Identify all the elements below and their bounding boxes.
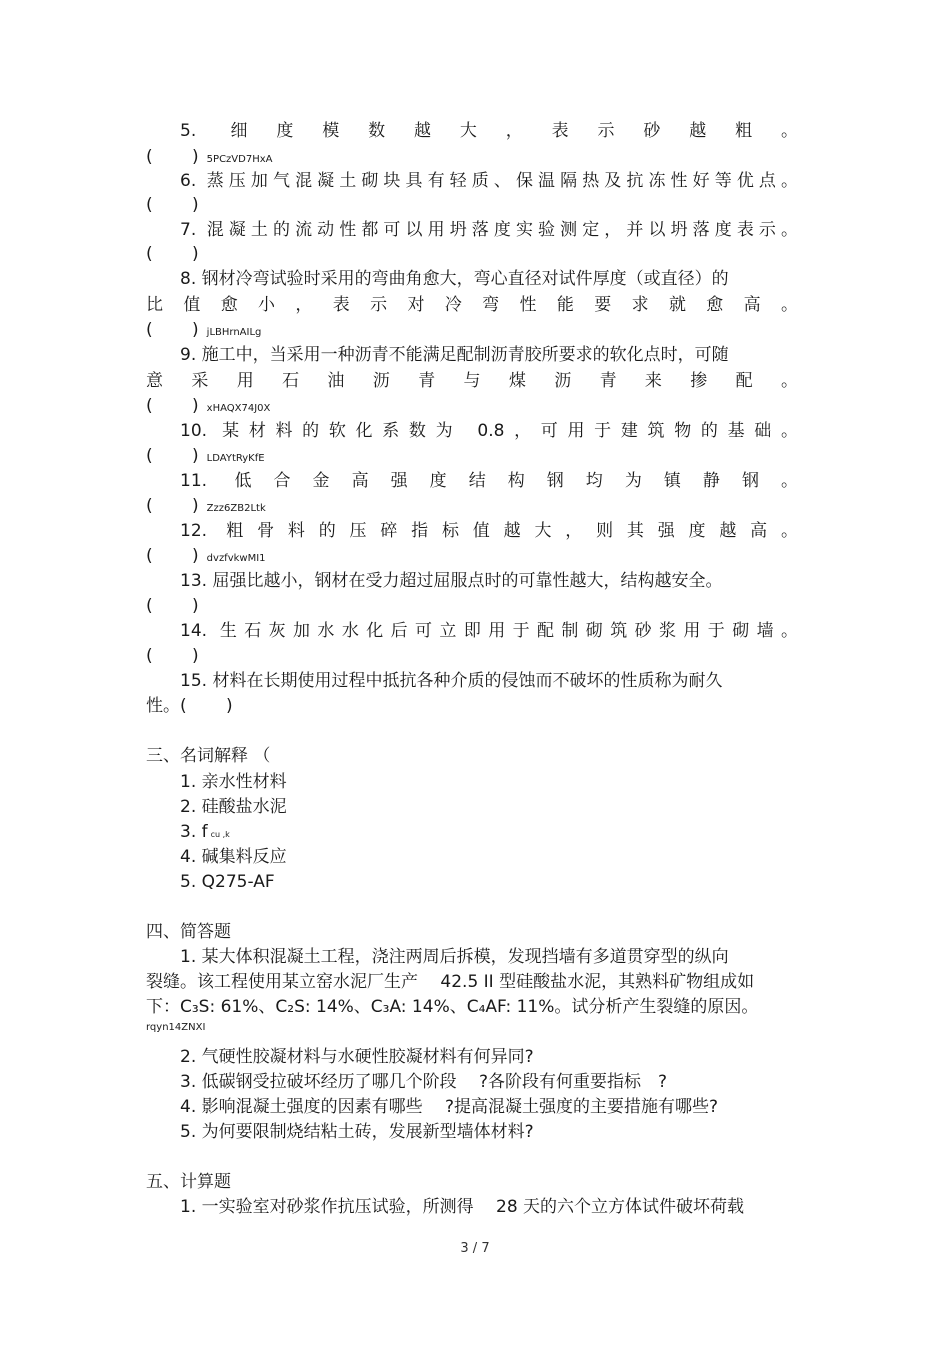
short-answer-1-line3: 下：C₃S: 61%、C₂S: 14%、C₃A: 14%、C₄AF: 11%。试分析产生裂缝的原因。 <box>146 997 759 1017</box>
question-15-line2: 性。( ) <box>146 696 233 716</box>
question-13: 13. 屈强比越小，钢材在受力超过屈服点时的可靠性越大，结构越安全。 <box>180 571 723 591</box>
term-3: 3. f cu ,k <box>180 822 230 842</box>
section-3-title: 三、名词解释 （ <box>146 746 271 766</box>
question-11: 11. 低合金高强度结构钢均为镇静钢。 <box>180 471 798 491</box>
answer-blank-6: ( ) <box>146 195 199 215</box>
question-12: 12. 粗骨料的压碎指标值越大，则其强度越高。 <box>180 521 798 541</box>
answer-blank-5: ( ) 5PCzVD7HxA <box>146 147 273 167</box>
page-number: 3 / 7 <box>460 1241 490 1256</box>
answer-blank-7: ( ) <box>146 244 199 264</box>
answer-blank-11: ( ) Zzz6ZB2Ltk <box>146 496 266 516</box>
answer-blank-8: ( ) jLBHrnAILg <box>146 320 262 340</box>
term-2: 2. 硅酸盐水泥 <box>180 797 287 817</box>
question-15-line1: 15. 材料在长期使用过程中抵抗各种介质的侵蚀而不破坏的性质称为耐久 <box>180 671 723 691</box>
answer-blank-12: ( ) dvzfvkwMI1 <box>146 546 266 566</box>
doc-code: rqyn14ZNXI <box>146 1022 206 1033</box>
term-1: 1. 亲水性材料 <box>180 772 287 792</box>
doc-code: 5PCzVD7HxA <box>206 154 273 165</box>
answer-blank-14: ( ) <box>146 646 199 666</box>
doc-code: xHAQX74J0X <box>206 403 271 414</box>
short-answer-3: 3. 低碳钢受拉破坏经历了哪几个阶段 ?各阶段有何重要指标 ? <box>180 1072 668 1092</box>
question-7: 7. 混凝土的流动性都可以用坍落度实验测定，并以坍落度表示。 <box>180 220 798 240</box>
calc-question-1: 1. 一实验室对砂浆作抗压试验，所测得 28 天的六个立方体试件破坏荷载 <box>180 1197 745 1217</box>
doc-code: LDAYtRyKfE <box>206 453 265 464</box>
term-5: 5. Q275-AF <box>180 872 275 892</box>
section-4-title: 四、简答题 <box>146 922 231 942</box>
question-14: 14. 生石灰加水水化后可立即用于配制砌筑砂浆用于砌墙。 <box>180 621 798 641</box>
doc-code: jLBHrnAILg <box>206 327 262 338</box>
question-6: 6. 蒸压加气混凝土砌块具有轻质、保温隔热及抗冻性好等优点。 <box>180 171 798 191</box>
question-10: 10. 某材料的软化系数为 0.8，可用于建筑物的基础。 <box>180 421 798 441</box>
answer-blank-13: ( ) <box>146 596 199 616</box>
short-answer-1-line2: 裂缝。该工程使用某立窑水泥厂生产 42.5 II 型硅酸盐水泥，其熟料矿物组成如 <box>146 972 755 992</box>
term-4: 4. 碱集料反应 <box>180 847 287 867</box>
doc-code: Zzz6ZB2Ltk <box>206 503 266 514</box>
section-5-title: 五、计算题 <box>146 1172 231 1192</box>
answer-blank-9: ( ) xHAQX74J0X <box>146 396 271 416</box>
doc-code: dvzfvkwMI1 <box>206 553 266 564</box>
short-answer-5: 5. 为何要限制烧结粘土砖，发展新型墙体材料? <box>180 1122 534 1142</box>
question-8-line1: 8. 钢材冷弯试验时采用的弯曲角愈大，弯心直径对试件厚度（或直径）的 <box>180 269 729 289</box>
question-8-line2: 比值愈小，表示对冷弯性能要求就愈高。 <box>146 295 798 315</box>
term-3-subscript: cu ,k <box>210 830 230 839</box>
question-9-line2: 意采用石油沥青与煤沥青来掺配。 <box>146 371 798 391</box>
question-5: 5. 细度模数越大，表示砂越粗。 <box>180 121 798 141</box>
question-9-line1: 9. 施工中，当采用一种沥青不能满足配制沥青胶所要求的软化点时，可随 <box>180 345 729 365</box>
short-answer-1-line1: 1. 某大体积混凝土工程，浇注两周后拆模，发现挡墙有多道贯穿型的纵向 <box>180 947 729 967</box>
answer-blank-10: ( ) LDAYtRyKfE <box>146 446 265 466</box>
short-answer-4: 4. 影响混凝土强度的因素有哪些 ?提高混凝土强度的主要措施有哪些? <box>180 1097 719 1117</box>
short-answer-2: 2. 气硬性胶凝材料与水硬性胶凝材料有何异同? <box>180 1047 534 1067</box>
